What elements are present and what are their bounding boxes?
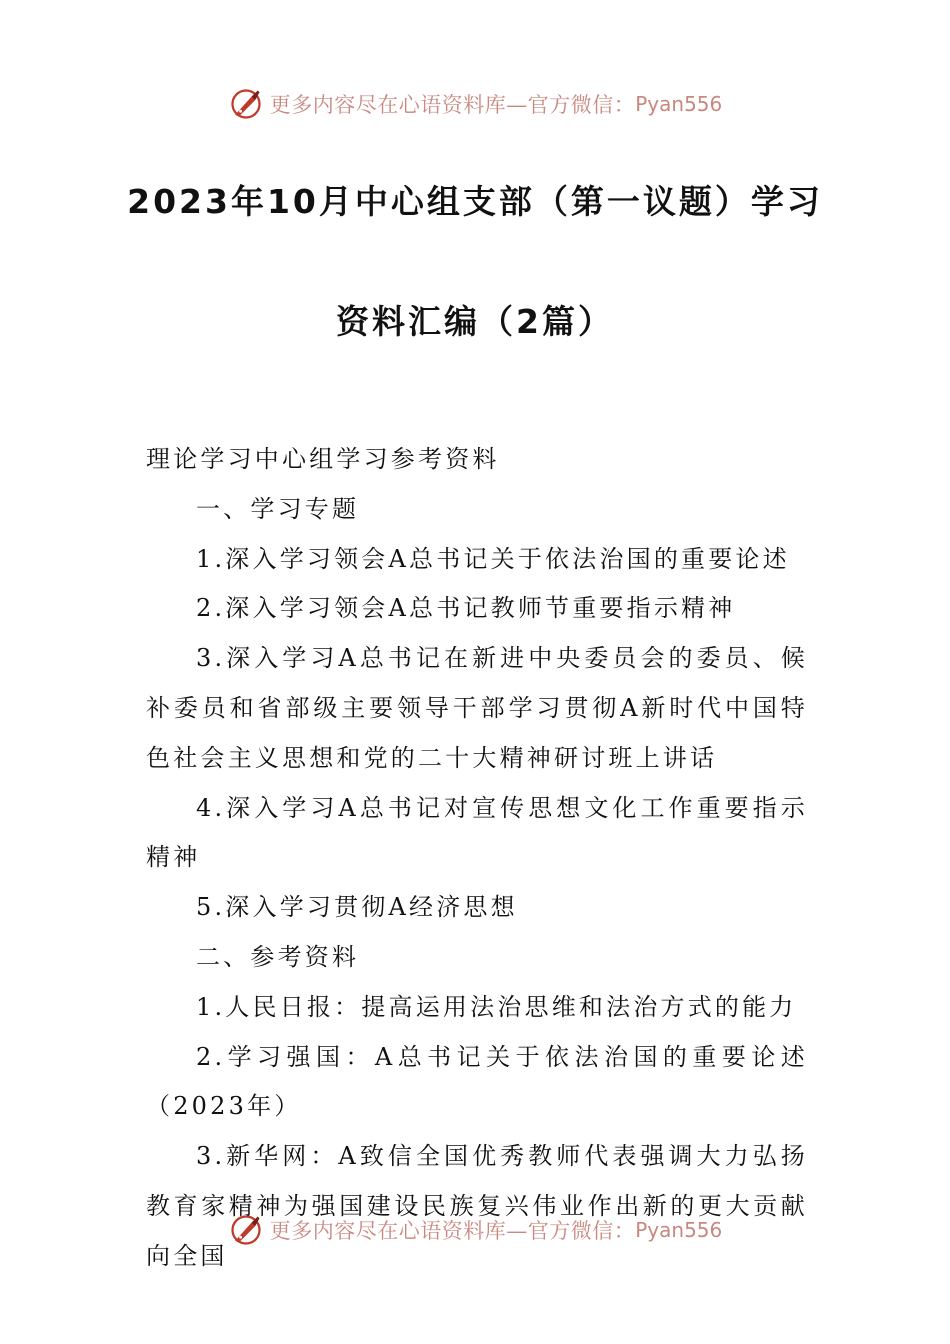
document-body [146,435,808,1282]
banner-text: 更多内容尽在心语资料库—官方微信： [269,1219,636,1243]
pen-nib-logo-icon [228,1212,264,1248]
list-item: 2.学习强国：A总书记关于依法治国的重要论述（2023年） [146,1042,808,1121]
banner-text: 更多内容尽在心语资料库—官方微信： [269,93,636,117]
footer-banner [0,1210,950,1250]
list-item: 1.人民日报：提高运用法治思维和法治方式的能力 [196,992,797,1021]
list-item: 5.深入学习贯彻A经济思想 [196,893,518,922]
section-heading: 理论学习中心组学习参考资料 [146,445,500,473]
list-item: 1.深入学习领会A总书记关于依法治国的重要论述 [196,544,790,573]
pen-nib-logo-icon [228,86,264,122]
document-title-line-1: 2023年10月中心组支部（第一议题）学习 [127,182,823,221]
banner-wechat-id: Pyan556 [635,92,723,116]
list-item: 2.深入学习领会A总书记教师节重要指示精神 [196,594,736,623]
subsection-heading: 二、参考资料 [196,942,360,971]
banner-wechat-id: Pyan556 [635,1218,723,1242]
list-item: 4.深入学习A总书记对宣传思想文化工作重要指示精神 [146,793,808,872]
subsection-heading: 一、学习专题 [196,494,360,523]
list-item: 3.深入学习A总书记在新进中央委员会的委员、候补委员和省部级主要领导干部学习贯彻A新时代中国特色社会主义思想和党的二十大精神研讨班上讲话 [146,644,808,772]
list-item: 3.新华网：A致信全国优秀教师代表强调大力弘扬教育家精神为强国建设民族复兴伟业作出新的更大贡献向全国 [146,1142,808,1270]
document-title-line-2: 资料汇编（2篇） [336,302,614,341]
header-banner [0,84,950,124]
